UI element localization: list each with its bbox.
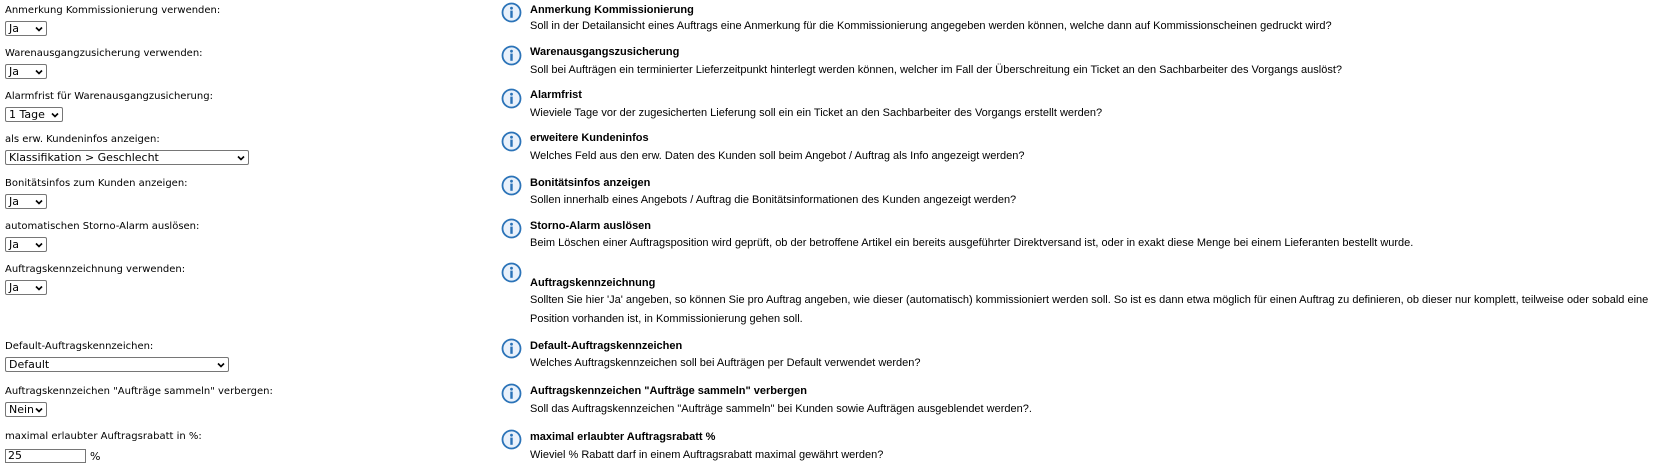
hide-collect-orders-select[interactable] <box>5 402 47 417</box>
goods-out-assurance-select[interactable] <box>5 64 47 79</box>
setting-description: Wieviele Tage vor der zugesicherten Lieferung soll ein ein Ticket an den Sachbarbeiter des Vorgangs erstellt werden? <box>530 107 1103 119</box>
cancel-alarm-select[interactable] <box>5 237 47 252</box>
setting-label: Anmerkung Kommissionierung verwenden: <box>5 5 221 16</box>
info-icon <box>501 131 522 152</box>
info-icon <box>501 383 522 404</box>
picking-note-select[interactable] <box>5 21 47 36</box>
alarm-period-select[interactable] <box>5 107 63 122</box>
chevron-down-icon <box>35 241 43 249</box>
setting-title: Storno-Alarm auslösen <box>530 220 652 232</box>
info-icon <box>501 175 522 196</box>
setting-description: Welches Feld aus den erw. Daten des Kunden soll beim Angebot / Auftrag als Info angezeigt werden? <box>530 150 1025 162</box>
setting-title: Anmerkung Kommissionierung <box>530 4 694 16</box>
chevron-down-icon <box>35 284 43 292</box>
setting-label: automatischen Storno-Alarm auslösen: <box>5 221 200 232</box>
setting-label: Auftragskennzeichnung verwenden: <box>5 264 186 275</box>
chevron-down-icon <box>217 361 225 369</box>
setting-label: Warenausgangzusicherung verwenden: <box>5 48 203 59</box>
setting-description: Wieviel % Rabatt darf in einem Auftragsrabatt maximal gewährt werden? <box>530 449 884 461</box>
select-value: 1 Tage <box>9 108 45 121</box>
setting-description: Soll das Auftragskennzeichen "Aufträge sammeln" bei Kunden sowie Aufträgen ausgeblendet werden?. <box>530 403 1032 415</box>
setting-label: Auftragskennzeichen "Aufträge sammeln" verbergen: <box>5 386 273 397</box>
info-icon <box>501 2 522 23</box>
setting-title: Warenausgangszusicherung <box>530 46 680 58</box>
max-order-discount-input[interactable]: 25 <box>5 449 86 463</box>
setting-title: Bonitätsinfos anzeigen <box>530 177 651 189</box>
setting-description: Soll in der Detailansicht eines Auftrags eine Anmerkung für die Kommissionierung angegeben werden können, welche dann auf Kommissionscheinen gedruckt wird? <box>530 20 1332 32</box>
chevron-down-icon <box>35 198 43 206</box>
setting-title: Alarmfrist <box>530 89 582 101</box>
info-icon <box>501 262 522 283</box>
setting-label: maximal erlaubter Auftragsrabatt in %: <box>5 431 202 442</box>
chevron-down-icon <box>35 406 43 414</box>
info-icon <box>501 338 522 359</box>
chevron-down-icon <box>237 154 245 162</box>
chevron-down-icon <box>35 25 43 33</box>
setting-description: Welches Auftragskennzeichen soll bei Aufträgen per Default verwendet werden? <box>530 357 921 369</box>
setting-title: maximal erlaubter Auftragsrabatt % <box>530 431 716 443</box>
chevron-down-icon <box>51 111 59 119</box>
setting-description: Soll bei Aufträgen ein terminierter Lieferzeitpunkt hinterlegt werden können, welcher im Fall der Überschreitung ein Ticket an den Sachbarbeiter des Vorgangs auslöst? <box>530 64 1343 76</box>
select-value: Ja <box>9 22 19 35</box>
credit-info-select[interactable] <box>5 194 47 209</box>
select-value: Ja <box>9 281 19 294</box>
setting-title: erweitere Kundeninfos <box>530 132 649 144</box>
customer-info-select[interactable] <box>5 150 249 165</box>
setting-description: Sollten Sie hier 'Ja' angeben, so können Sie pro Auftrag angeben, wie dieser (automatisch) kommissioniert werden soll. So ist es dann etwa möglich für einen Auftrag zu definieren, ob dieser nur komplett, teilweise oder sobald eine Position vorhanden ist, in Kommissionierung gehen soll. <box>530 294 1649 325</box>
order-marking-select[interactable] <box>5 280 47 295</box>
select-value: Ja <box>9 65 19 78</box>
setting-title: Default-Auftragskennzeichen <box>530 340 683 352</box>
setting-label: als erw. Kundeninfos anzeigen: <box>5 134 160 145</box>
setting-description: Beim Löschen einer Auftragsposition wird geprüft, ob der betroffene Artikel ein bereits ausgeführter Direktversand ist, oder in exakt diese Menge bei einem Lieferanten bestellt wurde. <box>530 237 1414 249</box>
setting-label: Alarmfrist für Warenausgangzusicherung: <box>5 91 213 102</box>
select-value: Ja <box>9 195 19 208</box>
setting-label: Default-Auftragskennzeichen: <box>5 341 154 352</box>
select-value: Ja <box>9 238 19 251</box>
chevron-down-icon <box>35 68 43 76</box>
select-value: Nein <box>9 403 35 416</box>
default-order-marking-select[interactable] <box>5 357 229 372</box>
setting-label: Bonitätsinfos zum Kunden anzeigen: <box>5 178 188 189</box>
setting-description: Sollen innerhalb eines Angebots / Auftrag die Bonitätsinformationen des Kunden angezeigt werden? <box>530 194 1017 206</box>
setting-title: Auftragskennzeichen "Aufträge sammeln" verbergen <box>530 385 807 397</box>
info-icon <box>501 45 522 66</box>
info-icon <box>501 88 522 109</box>
info-icon <box>501 429 522 450</box>
info-icon <box>501 218 522 239</box>
select-value: Klassifikation > Geschlecht <box>9 151 159 164</box>
setting-title: Auftragskennzeichnung <box>530 277 656 289</box>
select-value: Default <box>9 358 50 371</box>
percent-unit: % <box>90 450 101 463</box>
